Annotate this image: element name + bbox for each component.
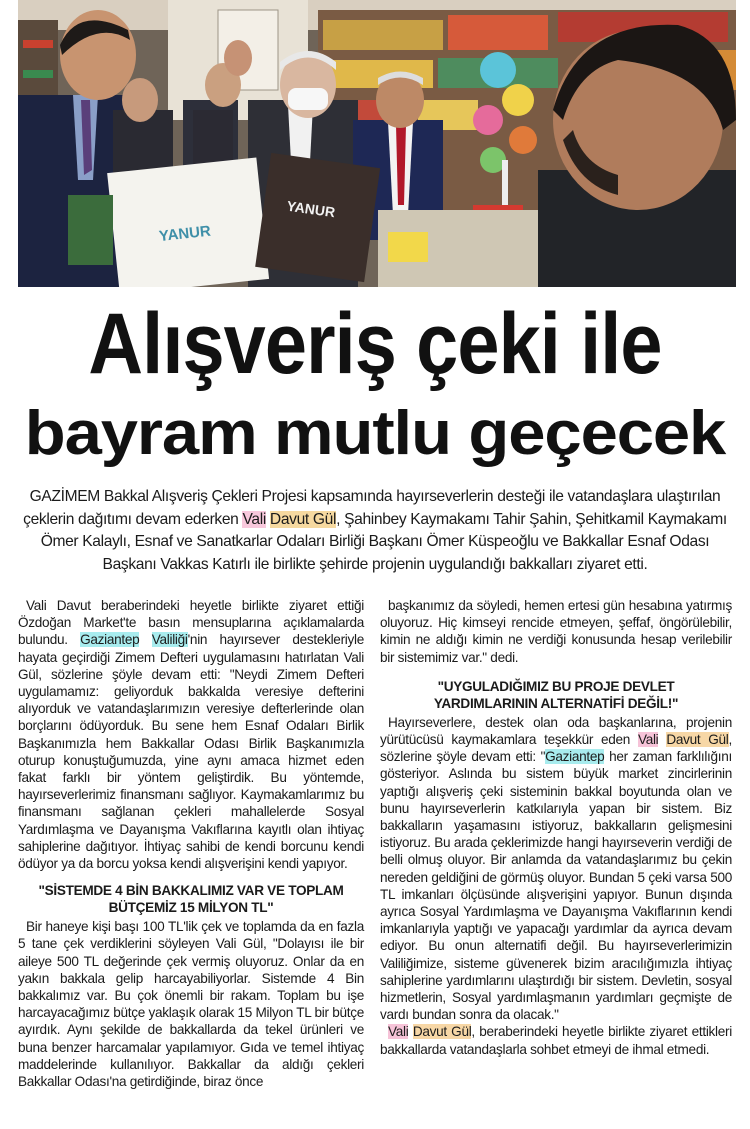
lead-paragraph <box>14 486 736 576</box>
right-p2-text-c: her zaman farklılığını gösteriyor. Aslında bu sistem büyük market zincirlerinin yaptığı alışveriş çeki sisteminin bakkal boyutunda olan ve bunu hayırseverlerin katkılarıyla yapan bir sistem. Biz bakkalların yaşamasını istiyoruz, bakkalların gelişmesini istiyoruz. Bu arada çeklerimizde hangi hayırseverin verdiği de belli olmuş oluyor. Bir anlamda da vatandaşlarımız bu çekin nereden geldiğini de görmüş oluyor. Bundan 5 çeki varsa 500 TL imkanları ölçüsünde alışverişini yapıyor. Bunun dışında ayrıca Sosyal Yardımlaşma ve Dayanışma Vakıflarının kendi imkanlarıyla yaptığı ve yapacağı yardımlar da ayrıca devam ediyor. Bu onun alternatifi değil. Bu hayırseverlerimizin Valiliğimize, sisteme güvenerek bizim aracılığımızla ihtiyaç sahiplerine yardımlarını ulaştırdığı bir sistem. Devletin, sosyal hizmetlerin, Sosyal yardımlaşmanın yardımları geçmişte de vardı bundan sonra da olacak." <box>380 749 732 1023</box>
highlight-vali-2: Vali <box>388 1024 409 1040</box>
highlight-gaziantep-2: Gaziantep <box>545 749 605 765</box>
highlight-gaziantep: Gaziantep <box>80 632 140 648</box>
left-paragraph-1 <box>18 597 364 872</box>
bag-brand-label: YANUR <box>158 222 212 246</box>
lead-highlight-name: Davut Gül <box>269 510 337 528</box>
right-paragraph-2 <box>380 714 732 1024</box>
article-column-right <box>380 597 732 1058</box>
right-p3-text: , beraberindeki heyetle birlikte ziyaret ettikleri bakkallarda vatandaşlarla sohbet etmeyi de ihmal etmedi. <box>380 1024 732 1057</box>
left-subheading: "SİSTEMDE 4 BİN BAKKALIMIZ VAR VE TOPLAM BÜTÇEMİZ 15 MİLYON TL" <box>38 883 344 916</box>
lead-text-1: GAZİMEM Bakkal Alışveriş Çekleri Projesi kapsamında hayırseverlerin desteği ile vatandaşlara ulaştırılan çeklerin dağıtımı devam ederken <box>23 488 721 528</box>
photo-illustration <box>18 0 736 287</box>
bag-brand-label-2: YANUR <box>285 197 337 221</box>
highlight-valiligi: Valiliği <box>151 632 188 648</box>
right-subheading: "UYGULADIĞIMIZ BU PROJE DEVLET YARDIMLARININ ALTERNATİFİ DEĞİL!" <box>433 678 679 711</box>
highlight-vali: Vali <box>637 732 659 748</box>
news-photo <box>18 0 736 287</box>
left-p1-text-a: Vali Davut beraberindeki heyetle birlikte ziyaret ettiği Özdoğan Market'te basın mensuplarına açıklamalarda bulundu. <box>18 598 364 648</box>
right-paragraph-1: başkanımız da söyledi, hemen ertesi gün hesabına yatırmış oluyoruz. Hiç kimseyi rencide etmeyen, şeffaf, öngörülebilir, kimin ne aldığı kimin ne verdiği konusunda hesap verilebilir bir sistemimiz var." dedi. <box>380 598 732 665</box>
lead-text-2: , Şahinbey Kaymakamı Tahir Şahin, Şehitkamil Kaymakamı Ömer Kalaylı, Esnaf ve Sanatkarlar Odaları Birliği Başkanı Ömer Küspeoğlu ve Bakkallar Esnaf Odası Başkanı Vakkas Katırlı ile birlikte şehirde projenin uygulandığı bakkalları ziyaret etti. <box>40 510 727 573</box>
left-paragraph-2: Bir haneye kişi başı 100 TL'lik çek ve toplamda da en fazla 5 tane çek verdiklerini söyleyen Vali Gül, "Dolayısı ile bir aileye 500 TL değerinde çek vermiş oluyoruz. Onlar da en yakın bakkala gelip harcayabiliyorlar. Sistemde 4 Bin bakkalımız var. Bu çok önemli bir rakam. Toplam bu işe harcayacağımız bütçe yaklaşık olarak 15 Milyon TL bir bütçe ayırdık. Aynı şekilde de bakkallarda da tekel ürünleri ve buna benzer harcamalar yapılamıyor. Gıda ve temel ihtiyaç maddelerinde kullanılıyor. Bakkallar da aldığı çekleri Bakkallar Odası'na getirdiğinde, biraz önce <box>18 919 364 1090</box>
right-p2-text-b: , sözlerine şöyle devam etti: " <box>380 732 732 765</box>
article-column-left <box>18 597 364 1090</box>
highlight-name: Davut Gül <box>666 732 729 748</box>
headline-line-1: Alışveriş çeki ile <box>88 296 662 392</box>
headline-line-2: bayram mutlu geçecek <box>24 399 726 468</box>
lead-highlight-vali: Vali <box>242 510 266 528</box>
right-p2-text-a: Hayırseverlere, destek olan oda başkanlarına, projenin yürütücüsü kaymakamlara teşekkür eden <box>380 714 732 748</box>
left-p1-text-b: 'nin hayırsever destekleriyle hayata geçirdiği Zimem Defteri uygulamasını hatırlatan Vali Gül, sözlerine şöyle devam etti: "Neydi Zimem Defteri uygulamamız: geliyorduk bakkalda veresiye defterini alıyorduk ve vatandaşlarımızın veresiye defterlerinde olan borçlarını ödüyorduk. Bu sene hem Esnaf Odaları Birlik Başkanımızla hem Bakkallar Odası Birlik Başkanımızla oturup konuştuğumuzda, yine aynı amaca hizmet eden fakat farklı bir yöntem geliştirdik. Bu yöntemde, hayırseverlerimiz finansmanı sağlıyor. Kaymakamlarımız bu finansmanı sağlanan çekleri mahallelerde Sosyal Yardımlaşma ve Dayanışma Vakıflarına kayıtlı olan ihtiyaç sahiplerine dağıtıyor. İhtiyaç sahibi de kendi borcunu kendi ödüyor ya da borcu yoksa kendi alışverişini kendi yapıyor. <box>18 632 364 872</box>
right-paragraph-3 <box>380 1023 732 1057</box>
highlight-name-2: Davut Gül <box>412 1024 472 1040</box>
